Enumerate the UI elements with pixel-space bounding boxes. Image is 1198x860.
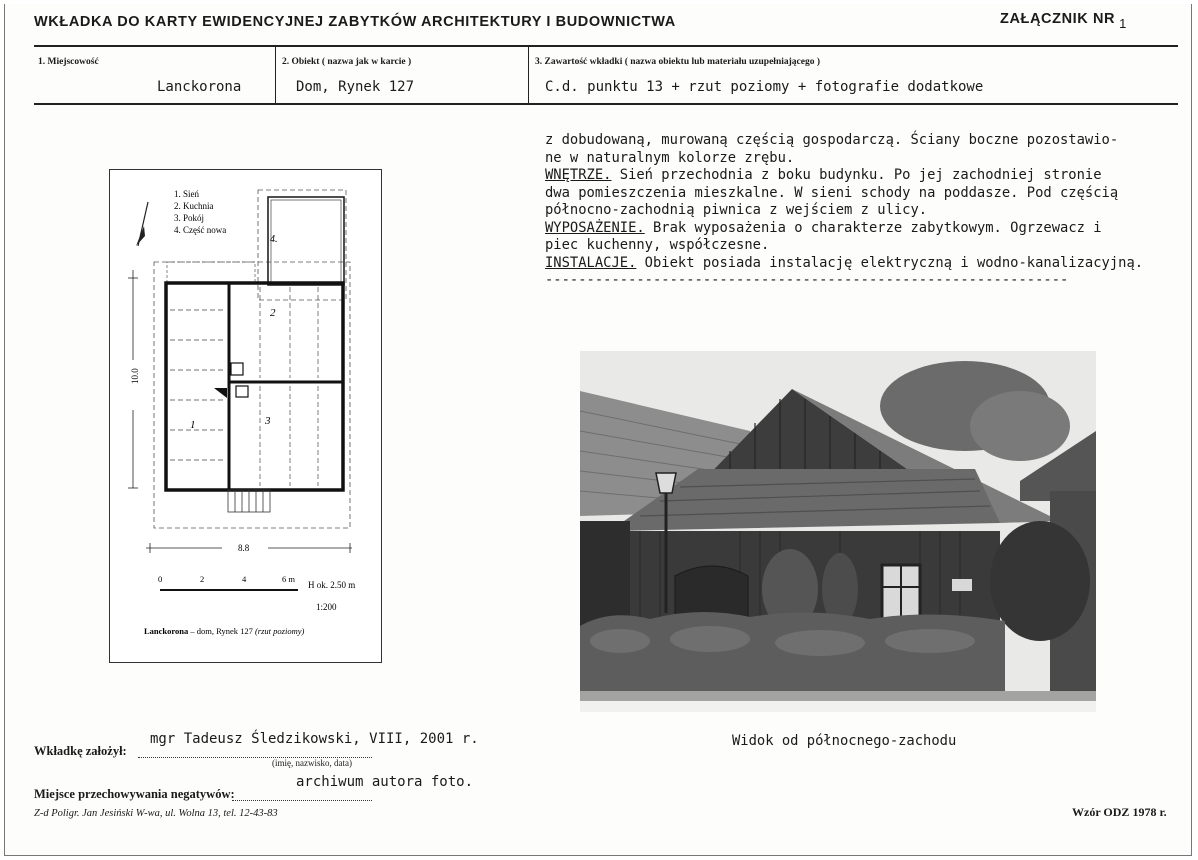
field-2-value: Dom, Rynek 127 — [296, 79, 415, 95]
text-run: Obiekt posiada instalację elektryczną i wodno-kanalizacyjną. — [636, 254, 1144, 271]
section-heading-installations: INSTALACJE. — [545, 254, 637, 271]
scale-tick: 4 — [242, 574, 247, 584]
dimension-width: 8.8 — [238, 543, 250, 553]
annex-label — [1000, 11, 1127, 31]
house-photo — [580, 351, 1096, 712]
legend-item: 2. Kuchnia — [174, 201, 214, 211]
height-note: H ok. 2.50 m — [308, 580, 356, 590]
text-line — [545, 220, 1185, 238]
field-divider-2 — [528, 45, 529, 105]
top-rule — [34, 45, 1178, 47]
field-1-label: 1. Miejscowość — [38, 57, 99, 67]
room-3-label: 3 — [265, 415, 271, 427]
legend-item: 1. Sień — [174, 189, 200, 199]
scale-ratio: 1:200 — [316, 602, 337, 612]
description-text — [545, 132, 1185, 290]
dimension-height: 10.0 — [130, 368, 140, 384]
annex-label-text: ZAŁĄCZNIK NR — [1000, 11, 1116, 27]
text-run: Brak wyposażenia o charakterze zabytkowym. Ogrzewacz i — [644, 219, 1102, 236]
text-line: dwa pomieszczenia mieszkalne. W sieni schody na poddasze. Pod częścią — [545, 184, 1119, 201]
house-photo-image — [580, 351, 1096, 712]
room-1-label: 1 — [190, 419, 196, 431]
field-3-value: C.d. punktu 13 + rzut poziomy + fotografie dodatkowe — [545, 79, 984, 95]
storage-label: Miejsce przechowywania negatywów: — [34, 787, 235, 801]
annex-number: 1 — [1119, 16, 1127, 31]
photo-caption: Widok od północnego-zachodu — [732, 733, 957, 749]
field-2-label: 2. Obiekt ( nazwa jak w karcie ) — [282, 57, 412, 67]
scale-tick: 0 — [158, 574, 163, 584]
form-code: Wzór ODZ 1978 r. — [1072, 805, 1167, 819]
text-line: piec kuchenny, współczesne. — [545, 237, 770, 253]
room-4-label: 4. — [270, 234, 278, 245]
north-arrow-icon — [136, 202, 148, 246]
storage-value: archiwum autora foto. — [296, 774, 474, 790]
text-line: północno-zachodnią piwnica z wejściem z ulicy. — [545, 202, 928, 218]
storage-dotted-line — [232, 800, 372, 801]
scale-tick: 6 m — [282, 574, 295, 584]
field-divider-1 — [275, 45, 276, 105]
legend-item: 3. Pokój — [174, 213, 205, 223]
text-line — [545, 255, 1185, 273]
document-title: WKŁADKA DO KARTY EWIDENCYJNEJ ZABYTKÓW ARCHITEKTURY I BUDOWNICTWA — [34, 14, 676, 30]
plan-caption: Lanckorona – dom, Rynek 127 (rzut poziomy) — [144, 626, 305, 636]
printer-imprint: Z-d Poligr. Jan Jesiński W-wa, ul. Wolna 13, tel. 12-43-83 — [34, 808, 278, 819]
text-run: Sień przechodnia z boku budynku. Po jej zachodniej stronie — [611, 167, 1102, 183]
dashed-separator: --------------------------------------------------------------- — [545, 272, 1069, 288]
field-1-value: Lanckorona — [157, 79, 242, 95]
text-line — [545, 167, 1185, 185]
author-value: mgr Tadeusz Śledzikowski, VIII, 2001 r. — [150, 731, 479, 747]
field-3-label: 3. Zawartość wkładki ( nazwa obiektu lub materiału uzupełniającego ) — [535, 57, 821, 67]
author-label: Wkładkę założył: — [34, 744, 127, 758]
author-sublabel: (imię, nazwisko, data) — [272, 758, 352, 768]
text-line: z dobudowaną, murowaną częścią gospodarczą. Ściany boczne pozostawio- — [545, 132, 1119, 148]
section-heading-equipment: WYPOSAŻENIE. — [545, 219, 645, 236]
floor-plan-frame — [109, 169, 382, 663]
scale-tick: 2 — [200, 574, 205, 584]
section-heading-interior: WNĘTRZE. — [545, 167, 612, 183]
text-line: ne w naturalnym kolorze zrębu. — [545, 149, 795, 166]
legend-item: 4. Część nowa — [174, 225, 227, 235]
room-2-label: 2 — [270, 307, 276, 319]
floor-plan — [110, 170, 381, 662]
bottom-rule — [34, 103, 1178, 105]
